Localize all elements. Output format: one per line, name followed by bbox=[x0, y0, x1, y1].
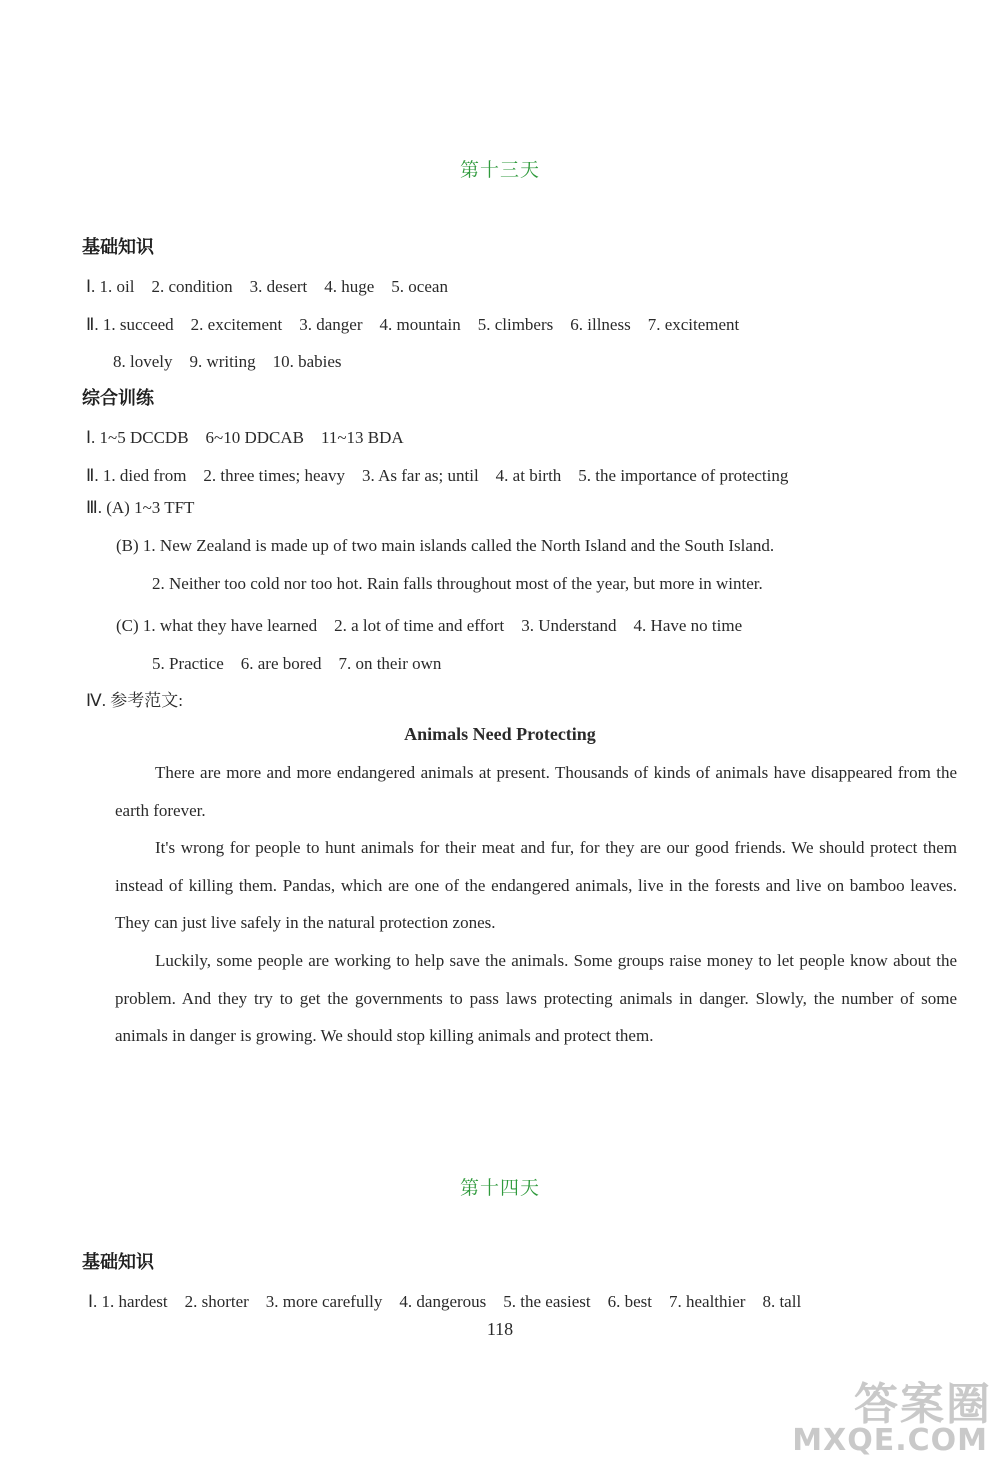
day13-basic-I: Ⅰ. 1. oil 2. condition 3. desert 4. huge 5. ocean bbox=[86, 277, 448, 296]
essay-paragraph-3-text: Luckily, some people are working to help save the animals. Some groups raise money to let people know about the problem. And they try to get the governments to pass laws protecting animals in danger. Slowly, the number of some animals in danger is growing. We should stop killing animals and protect them. bbox=[115, 951, 957, 1045]
day13-basic-II-b: 8. lovely 9. writing 10. babies bbox=[113, 352, 342, 371]
day14-basic-heading: 基础知识 bbox=[82, 1252, 154, 1273]
day13-title: 第十三天 bbox=[459, 159, 540, 181]
day13-basic-heading: 基础知识 bbox=[82, 237, 154, 258]
essay-title: Animals Need Protecting bbox=[404, 724, 596, 744]
day14-basic-I: Ⅰ. 1. hardest 2. shorter 3. more carefully 4. dangerous 5. the easiest 6. best 7. healthier 8. tall bbox=[88, 1292, 802, 1311]
essay-paragraph-1-text: There are more and more endangered animals at present. Thousands of kinds of animals have disappeared from the earth forever. bbox=[115, 763, 957, 820]
day14-title: 第十四天 bbox=[459, 1177, 540, 1199]
day13-train-III-C2: 5. Practice 6. are bored 7. on their own bbox=[152, 654, 442, 673]
watermark-domain: MXQE.COM bbox=[792, 1423, 988, 1458]
page-number: 118 bbox=[486, 1319, 514, 1339]
day13-train-II: Ⅱ. 1. died from 2. three times; heavy 3. As far as; until 4. at birth 5. the importance of protecting bbox=[86, 466, 789, 485]
watermark-logo-text: 答案圈 bbox=[854, 1379, 992, 1430]
essay-paragraph-2 bbox=[115, 829, 957, 942]
day13-train-III: Ⅲ. (A) 1~3 TFT bbox=[86, 498, 195, 517]
day13-train-III-C1: (C) 1. what they have learned 2. a lot of time and effort 3. Understand 4. Have no time bbox=[116, 616, 743, 635]
day13-train-IV: Ⅳ. 参考范文: bbox=[86, 691, 183, 710]
day13-basic-II-a: Ⅱ. 1. succeed 2. excitement 3. danger 4. mountain 5. climbers 6. illness 7. excitement bbox=[86, 315, 740, 334]
essay-paragraph-1 bbox=[115, 754, 957, 829]
essay-paragraph-3 bbox=[115, 942, 957, 1055]
day13-train-III-B2: 2. Neither too cold nor too hot. Rain falls throughout most of the year, but more in winter. bbox=[152, 574, 763, 593]
day13-training-heading: 综合训练 bbox=[82, 388, 154, 409]
day13-train-III-B1: (B) 1. New Zealand is made up of two main islands called the North Island and the South Island. bbox=[116, 536, 775, 555]
essay-paragraph-2-text: It's wrong for people to hunt animals for their meat and fur, for they are our good friends. We should protect them instead of killing them. Pandas, which are one of the endangered animals, live in the forests and live on bamboo leaves. They can just live safely in the natural protection zones. bbox=[115, 838, 957, 932]
site-watermark bbox=[782, 1368, 992, 1458]
day13-train-I: Ⅰ. 1~5 DCCDB 6~10 DDCAB 11~13 BDA bbox=[86, 428, 404, 447]
